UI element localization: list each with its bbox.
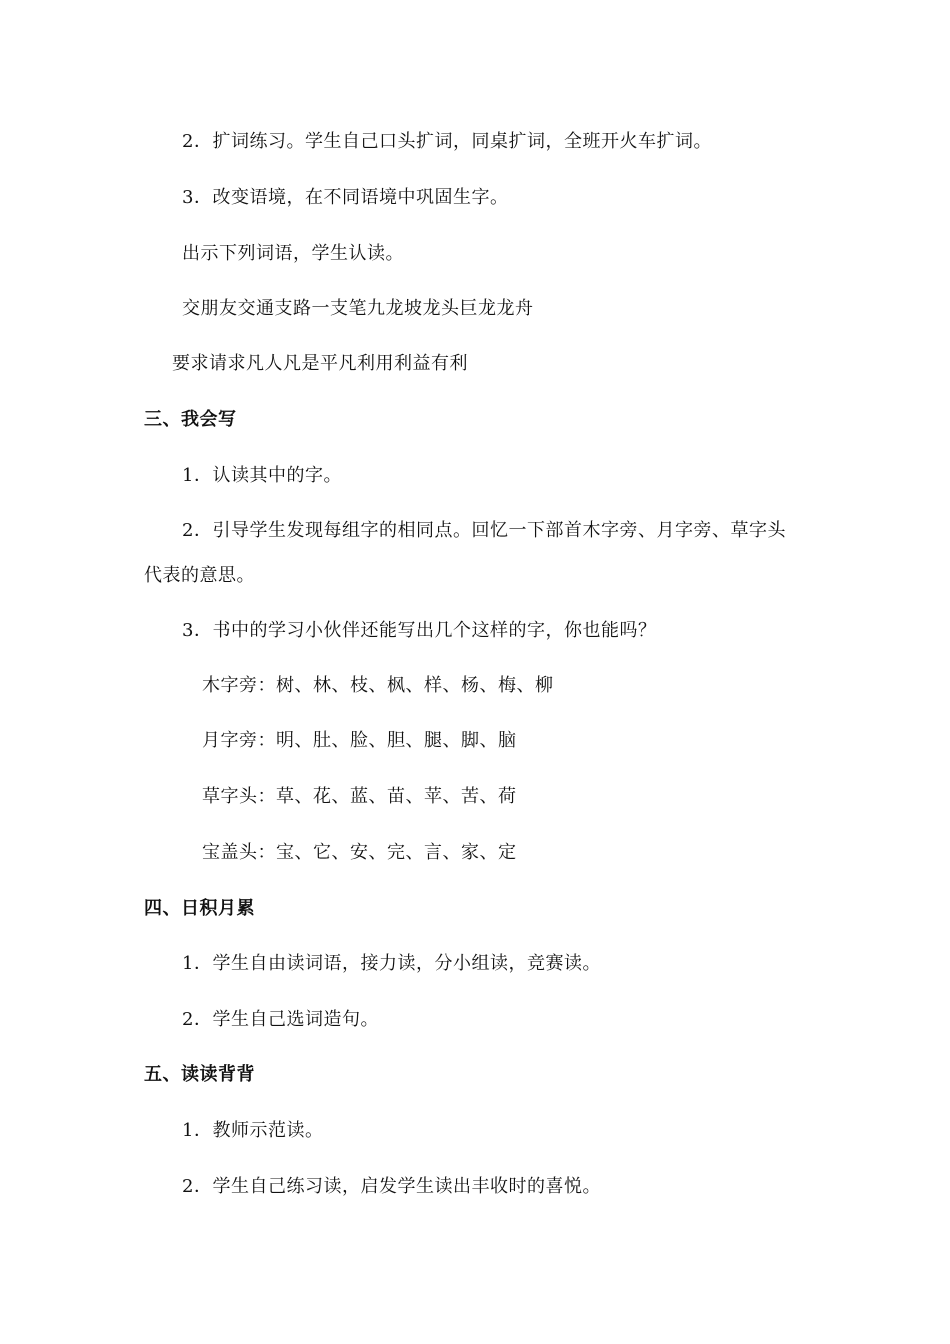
paragraph-line: 出示下列词语，学生认读。 bbox=[182, 243, 404, 264]
paragraph-line: 2．学生自己选词造句。 bbox=[182, 1009, 379, 1030]
paragraph-line: 1．教师示范读。 bbox=[182, 1120, 324, 1141]
paragraph-line: 2．扩词练习。学生自己口头扩词，同桌扩词，全班开火车扩词。 bbox=[182, 131, 712, 152]
paragraph-line: 3．改变语境，在不同语境中巩固生字。 bbox=[182, 187, 509, 208]
section-heading: 四、日积月累 bbox=[144, 898, 255, 919]
paragraph-line: 代表的意思。 bbox=[144, 565, 255, 586]
character-group-line: 草字头：草、花、蓝、苗、苹、苦、荷 bbox=[202, 786, 517, 807]
section-heading: 三、我会写 bbox=[144, 409, 237, 430]
character-group-line: 宝盖头：宝、它、安、完、言、家、定 bbox=[202, 842, 517, 863]
paragraph-line: 要求请求凡人凡是平凡利用利益有利 bbox=[172, 353, 468, 374]
section-heading: 五、读读背背 bbox=[144, 1064, 255, 1085]
paragraph-line: 交朋友交通支路一支笔九龙坡龙头巨龙龙舟 bbox=[182, 298, 534, 319]
paragraph-line: 1．学生自由读词语，接力读，分小组读，竞赛读。 bbox=[182, 953, 601, 974]
character-group-line: 月字旁：明、肚、脸、胆、腿、脚、脑 bbox=[202, 730, 517, 751]
paragraph-line: 2．引导学生发现每组字的相同点。回忆一下部首木字旁、月字旁、草字头 bbox=[182, 520, 786, 541]
paragraph-line: 1．认读其中的字。 bbox=[182, 465, 342, 486]
paragraph-line: 2．学生自己练习读，启发学生读出丰收时的喜悦。 bbox=[182, 1176, 601, 1197]
paragraph-line: 3．书中的学习小伙伴还能写出几个这样的字，你也能吗？ bbox=[182, 620, 657, 641]
character-group-line: 木字旁：树、林、枝、枫、样、杨、梅、柳 bbox=[202, 675, 554, 696]
